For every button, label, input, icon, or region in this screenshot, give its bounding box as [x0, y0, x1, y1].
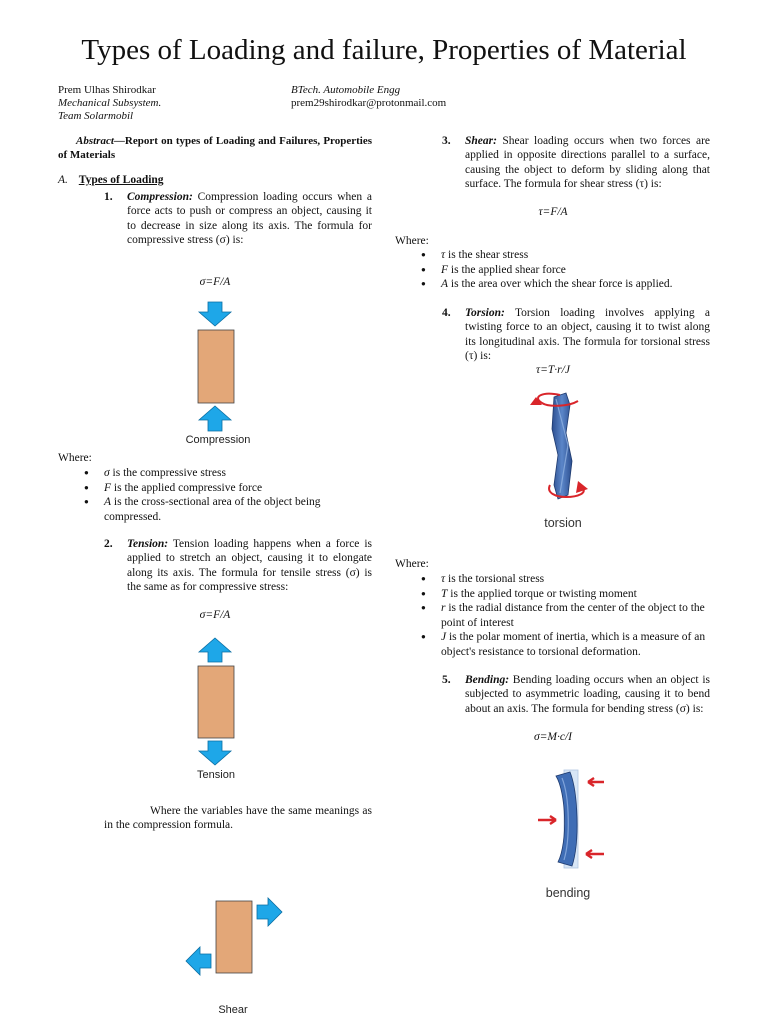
list-item [58, 481, 380, 496]
shear-figure [180, 895, 290, 980]
author-degree: BTech. Automobile Engg [291, 84, 401, 96]
tension-label: Tension [197, 769, 235, 781]
compression-formula: σ=F/A [199, 276, 231, 288]
author-name: Prem Ulhas Shirodkar [58, 84, 156, 96]
list-item [395, 601, 717, 630]
tension-note: Where the variables have the same meanings as in the compression formula. [104, 805, 372, 832]
symbol: τ [441, 249, 446, 261]
shear-label: Shear [218, 1004, 248, 1016]
compression-block [198, 330, 234, 403]
list-item [395, 587, 717, 602]
symbol: J [441, 631, 447, 644]
description: is the torsional stress [445, 573, 545, 585]
item-number: 4. [442, 307, 451, 319]
torsion-text: Torsion loading involves applying a twisting force to an object, causing it to twist along its longitudinal axis. The formula for torsional stress (τ) is: [465, 307, 710, 363]
tension-paragraph [127, 537, 372, 595]
item-number: 3. [442, 135, 451, 147]
description: is the compressive stress [109, 467, 226, 479]
torsion-where: Where: [395, 558, 429, 570]
list-item [395, 248, 717, 263]
up-arrow-icon [199, 406, 231, 431]
symbol: F [104, 481, 112, 494]
symbol: A [104, 496, 112, 509]
torsion-paragraph [465, 306, 710, 364]
item-number: 2. [104, 538, 113, 550]
bending-term: Bending: [465, 674, 510, 686]
left-arrow-icon [186, 947, 211, 975]
description: is the applied compressive force [111, 481, 263, 494]
bending-formula: σ=M·c/I [533, 731, 572, 743]
item-number: 5. [442, 674, 451, 686]
compression-bullets [58, 466, 380, 524]
shear-text: Shear loading occurs when two forces are applied in opposite directions parallel to a surface, causing the object to deform by sliding along that surface. The formula for shear stress (τ) is: [465, 135, 710, 191]
torsion-formula: τ=T·r/J [536, 364, 570, 376]
description: is the applied torque or twisting moment [447, 587, 637, 600]
tension-term: Tension: [127, 538, 169, 550]
section-heading [58, 173, 164, 187]
shear-paragraph [465, 134, 710, 192]
compression-where: Where: [58, 452, 92, 464]
symbol: r [441, 602, 446, 615]
author-block-right [291, 84, 446, 110]
torsion-figure [520, 385, 615, 515]
bending-label: bending [545, 886, 591, 900]
abstract-text: Report on types of Loading and Failures, Properties of Materials [58, 135, 372, 161]
red-arrow-icon [586, 850, 604, 858]
author-email: prem29shirodkar@protonmail.com [291, 97, 447, 109]
tension-formula: σ=F/A [199, 609, 231, 621]
list-item [58, 495, 380, 524]
paper-title: Types of Loading and failure, Properties of Material [81, 34, 687, 66]
author-affiliation: Mechanical Subsystem. [58, 97, 162, 109]
tension-block [198, 666, 234, 738]
abstract [58, 134, 372, 162]
bending-text: Bending loading occurs when an object is subjected to asymmetric loading, causing it to bend about an axis. The formula for bending stress (σ) is: [465, 674, 710, 715]
down-arrow-icon [199, 302, 231, 326]
symbol: σ [104, 467, 110, 479]
item-number: 1. [104, 191, 113, 203]
compression-label: Compression [185, 434, 251, 446]
list-item [395, 263, 717, 278]
list-item [395, 572, 717, 587]
description: is the radial distance from the center of the object to the point of interest [441, 602, 705, 629]
red-arrow-icon [588, 778, 604, 786]
compression-figure [170, 298, 265, 450]
section-title: Types of Loading [78, 174, 164, 186]
abstract-label: Abstract— [76, 135, 125, 147]
tension-text: Tension loading happens when a force is applied to stretch an object, causing it to elongate along its axis. The formula for tensile stress (σ) is the same as for compressive stress: [127, 538, 372, 594]
description: is the cross-sectional area of the object being compressed. [104, 496, 321, 523]
list-item [395, 630, 717, 659]
shear-term: Shear: [465, 135, 497, 147]
down-arrow-icon [199, 741, 231, 765]
tension-figure [170, 634, 265, 774]
symbol: T [441, 587, 448, 600]
compression-paragraph [127, 190, 372, 248]
torsion-label: torsion [544, 516, 582, 530]
symbol: F [441, 263, 449, 276]
list-item [58, 466, 380, 481]
symbol: A [441, 278, 449, 291]
description: is the shear stress [445, 249, 529, 261]
shear-block [216, 901, 252, 973]
compression-text: Compression loading occurs when a force acts to push or compress an object, causing it to decrease in size along its axis. The formula for compressive stress (σ) is: [127, 191, 372, 247]
bending-paragraph [465, 673, 710, 716]
shear-formula: τ=F/A [538, 206, 568, 218]
torsion-bullets [395, 572, 717, 660]
shear-bullets [395, 248, 717, 292]
section-letter: A. [58, 174, 68, 186]
description: is the area over which the shear force is applied. [448, 278, 673, 291]
bending-figure [532, 762, 612, 874]
author-block-left [58, 84, 161, 123]
up-arrow-icon [199, 638, 231, 662]
compression-term: Compression: [127, 191, 193, 203]
author-team: Team Solarmobil [58, 110, 134, 122]
torsion-term: Torsion: [465, 307, 505, 319]
symbol: τ [441, 573, 446, 585]
description: is the polar moment of inertia, which is a measure of an object's resistance to torsional deformation. [441, 631, 706, 658]
red-arrow-icon [538, 816, 556, 824]
right-arrow-icon [257, 898, 282, 926]
description: is the applied shear force [448, 263, 566, 276]
list-item [395, 277, 717, 292]
shear-where: Where: [395, 235, 429, 247]
